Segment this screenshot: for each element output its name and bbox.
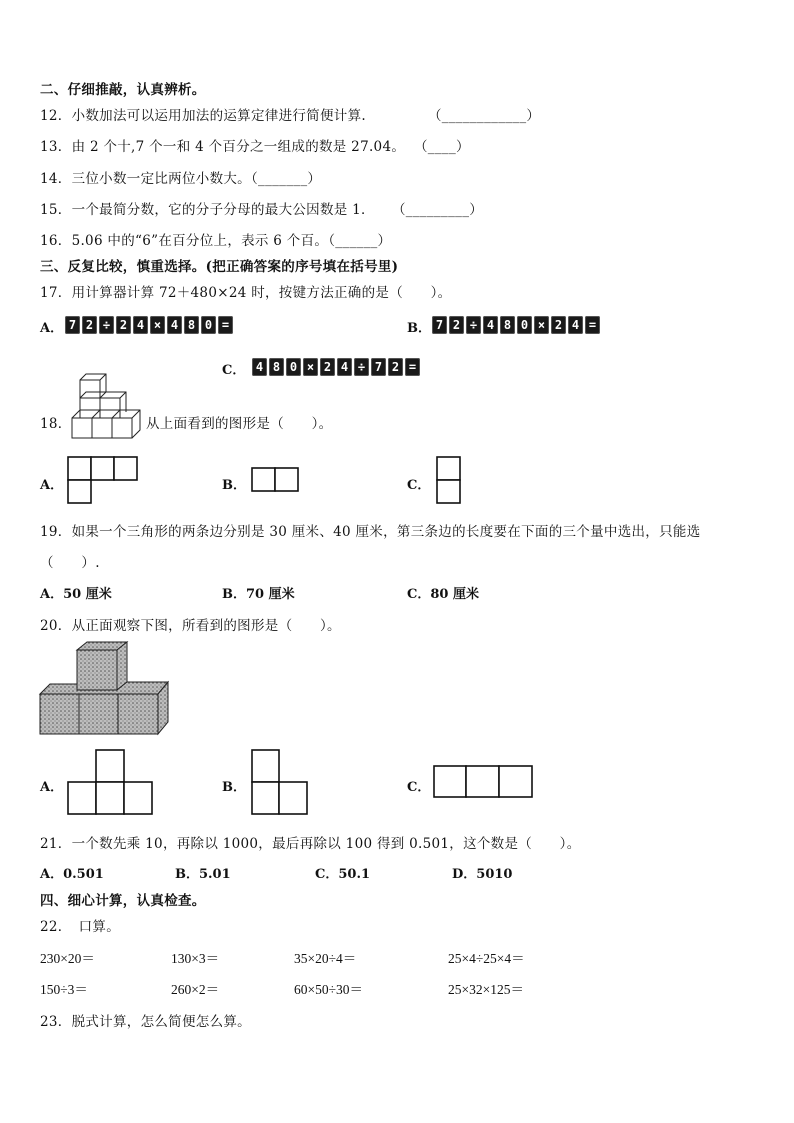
q17-option-c-keys xyxy=(252,358,420,376)
calculator-key: 7 xyxy=(65,316,80,334)
q22-expression: 35×20÷4＝ xyxy=(294,951,357,966)
calculator-key: ÷ xyxy=(99,316,114,334)
q20-cube-figure xyxy=(40,642,172,738)
q20-option-b-label: B． xyxy=(222,780,246,795)
q22-expression: 230×20＝ xyxy=(40,951,95,966)
calculator-key: ÷ xyxy=(466,316,481,334)
calculator-key: 2 xyxy=(116,316,131,334)
q22-expression: 25×32×125＝ xyxy=(448,982,524,997)
q19-text: 19．如果一个三角形的两条边分别是 30 厘米、40 厘米，第三条边的长度要在下面的三个量中选出，只能选 xyxy=(40,524,701,540)
q17-option-a-keys xyxy=(65,316,233,334)
q18-option-c-label: C． xyxy=(407,478,431,493)
q21-option-c[interactable]: C．50.1 xyxy=(315,867,371,882)
calculator-key: 2 xyxy=(449,316,464,334)
q12-answer-blank[interactable]: （____________） xyxy=(428,108,541,124)
q15-text: 15．一个最简分数，它的分子分母的最大公因数是 1． xyxy=(40,202,375,218)
q19-option-b[interactable]: B．70 厘米 xyxy=(222,587,295,602)
calculator-key: ÷ xyxy=(354,358,369,376)
q17-text: 17．用计算器计算 72＋480×24 时，按键方法正确的是（ ）。 xyxy=(40,285,452,301)
calculator-key: × xyxy=(303,358,318,376)
q16-text: 16．5.06 中的“6”在百分位上，表示 6 个百。（______） xyxy=(40,233,392,249)
calculator-key: = xyxy=(218,316,233,334)
q17-option-b-label: B． xyxy=(407,321,431,336)
q17-option-c-label: C． xyxy=(222,363,246,378)
calculator-key: 2 xyxy=(551,316,566,334)
q21-text: 21．一个数先乘 10，再除以 1000，最后再除以 100 得到 0.501，这个数是（ ）。 xyxy=(40,836,581,852)
calculator-key: 0 xyxy=(517,316,532,334)
q18-option-b-label: B． xyxy=(222,478,246,493)
q18-option-a-shape xyxy=(68,457,140,505)
q18-option-c-shape xyxy=(437,457,463,505)
section4-title: 四、细心计算，认真检查。 xyxy=(40,893,206,909)
section3-title: 三、反复比较，慎重选择。(把正确答案的序号填在括号里) xyxy=(40,259,399,275)
q18-number: 18． xyxy=(40,416,72,432)
q19-text-continued: （ ）. xyxy=(40,555,100,571)
q22-expression: 260×2＝ xyxy=(171,982,220,997)
q18-option-b-shape xyxy=(252,468,300,494)
q22-expression: 130×3＝ xyxy=(171,951,220,966)
calculator-key: 4 xyxy=(133,316,148,334)
q20-option-a-label: A． xyxy=(40,780,64,795)
q21-option-a[interactable]: A．0.501 xyxy=(40,867,104,882)
calculator-key: 4 xyxy=(483,316,498,334)
calculator-key: 4 xyxy=(252,358,267,376)
calculator-key: 4 xyxy=(337,358,352,376)
q18-cube-figure xyxy=(68,388,144,444)
q13-answer-blank[interactable]: （____） xyxy=(414,139,470,155)
calculator-key: 0 xyxy=(201,316,216,334)
calculator-key: 4 xyxy=(167,316,182,334)
q12-text: 12．小数加法可以运用加法的运算定律进行简便计算. xyxy=(40,108,366,124)
q22-expression: 25×4÷25×4＝ xyxy=(448,951,525,966)
calculator-key: × xyxy=(150,316,165,334)
q22-title: 22． 口算。 xyxy=(40,919,121,935)
q20-option-b-shape xyxy=(252,750,310,816)
calculator-key: 7 xyxy=(371,358,386,376)
q20-option-a-shape xyxy=(68,750,154,816)
q19-option-c[interactable]: C．80 厘米 xyxy=(407,587,479,602)
calculator-key: 4 xyxy=(568,316,583,334)
q22-expression: 150÷3＝ xyxy=(40,982,88,997)
calculator-key: 2 xyxy=(388,358,403,376)
calculator-key: 2 xyxy=(82,316,97,334)
q22-expression: 60×50÷30＝ xyxy=(294,982,364,997)
q20-text: 20．从正面观察下图，所看到的图形是（ ）。 xyxy=(40,618,341,634)
calculator-key: 8 xyxy=(184,316,199,334)
q17-option-b-keys xyxy=(432,316,600,334)
q21-option-b[interactable]: B．5.01 xyxy=(175,867,231,882)
calculator-key: = xyxy=(585,316,600,334)
calculator-key: 8 xyxy=(269,358,284,376)
calculator-key: 7 xyxy=(432,316,447,334)
q23-title: 23．脱式计算，怎么简便怎么算。 xyxy=(40,1014,251,1030)
q14-text: 14．三位小数一定比两位小数大。（_______） xyxy=(40,171,322,187)
calculator-key: = xyxy=(405,358,420,376)
q13-text: 13．由 2 个十,7 个一和 4 个百分之一组成的数是 27.04。 xyxy=(40,139,406,155)
calculator-key: 2 xyxy=(320,358,335,376)
q20-option-c-label: C． xyxy=(407,780,431,795)
q17-option-a-label: A． xyxy=(40,321,64,336)
calculator-key: × xyxy=(534,316,549,334)
q21-option-d[interactable]: D．5010 xyxy=(452,867,513,882)
calculator-key: 8 xyxy=(500,316,515,334)
q18-text: 从上面看到的图形是（ ）。 xyxy=(146,416,333,432)
q19-option-a[interactable]: A．50 厘米 xyxy=(40,587,112,602)
q15-answer-blank[interactable]: （_________） xyxy=(392,202,484,218)
calculator-key: 0 xyxy=(286,358,301,376)
q18-option-a-label: A． xyxy=(40,478,64,493)
q20-option-c-shape xyxy=(434,766,534,800)
section2-title: 二、仔细推敲，认真辨析。 xyxy=(40,82,206,98)
